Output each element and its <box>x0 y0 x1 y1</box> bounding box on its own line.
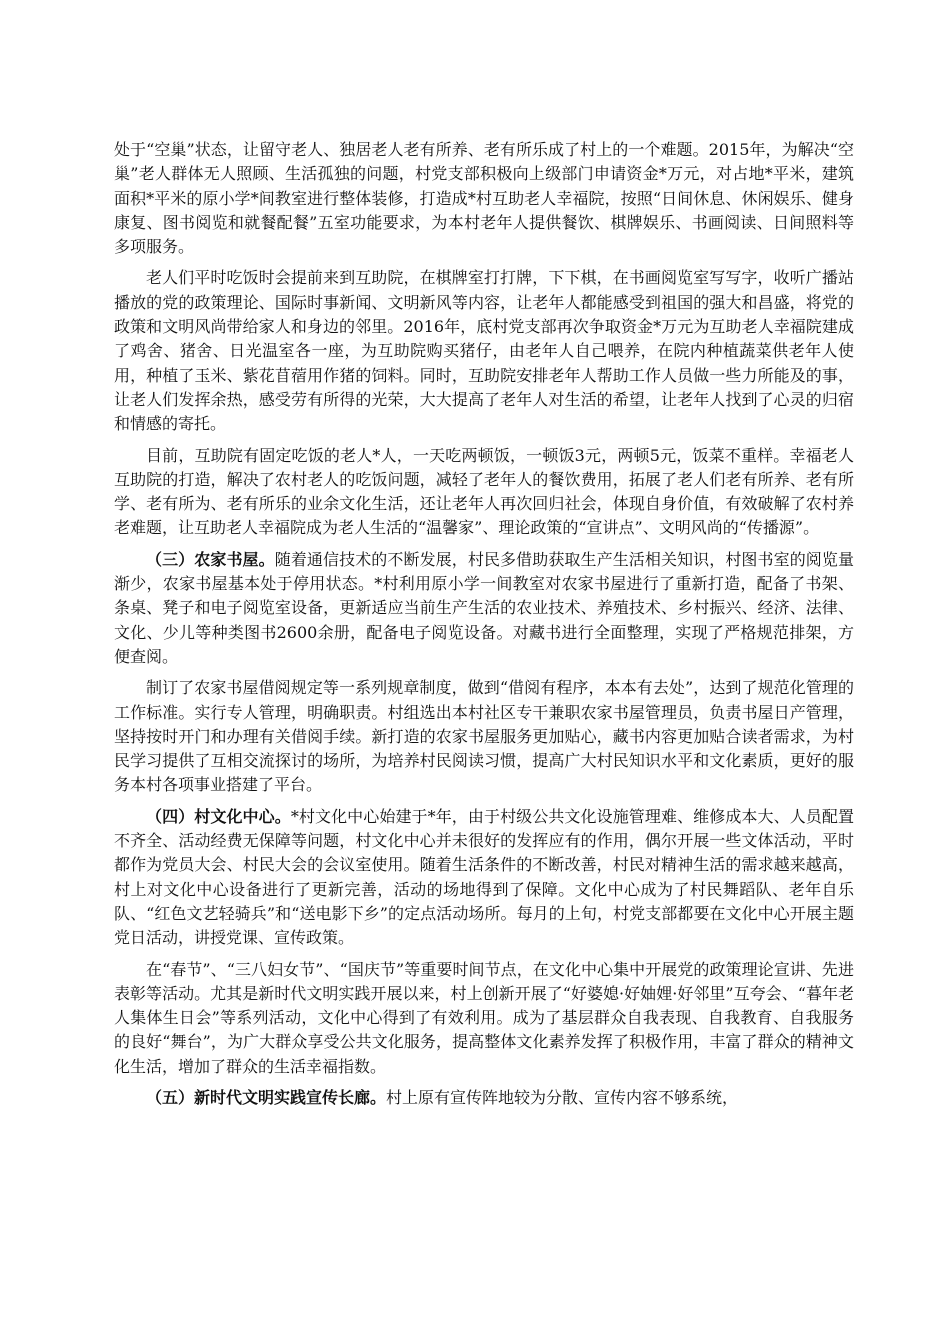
paragraph-text: 村上原有宣传阵地较为分散、宣传内容不够系统， <box>386 1087 739 1107</box>
paragraph-text: *村文化中心始建于*年，由于村级公共文化设施管理难、维修成本大、人员配置不齐全、活动经费无保障等问题，村文化中心并未很好的发挥应有的作用，偶尔开展一些文体活动，平时都作为党员大会、村民大会的会议室使用。随着生活条件的不断改善，村民对精神生活的需求越来越高，村上对文化中心设备进行了更新完善，活动的场地得到了保障。文化中心成为了村民舞蹈队、老年自乐队、“红色文艺轻骑兵”和“送电影下乡”的定点活动场所。每月的上旬，村党支部都要在文化中心开展主题党日活动，讲授党课、宣传政策。 <box>114 806 854 948</box>
paragraph <box>114 138 854 259</box>
paragraph <box>114 1086 854 1110</box>
paragraph <box>114 958 854 1079</box>
paragraph <box>114 548 854 669</box>
paragraph <box>114 266 854 436</box>
paragraph-text: 随着通信技术的不断发展，村民多借助获取生产生活相关知识，村图书室的阅览量渐少，农家书屋基本处于停用状态。*村利用原小学一间教室对农家书屋进行了重新打造，配备了书架、条桌、凳子和电子阅览室设备，更新适应当前生产生活的农业技术、养殖技术、乡村振兴、经济、法律、文化、少儿等种类图书2600余册，配备电子阅览设备。对藏书进行全面整理，实现了严格规范排架，方便查阅。 <box>114 549 854 666</box>
section-heading-cultural-center: （四）村文化中心。 <box>146 806 291 826</box>
paragraph-text: 制订了农家书屋借阅规定等一系列规章制度，做到“借阅有程序，本本有去处”，达到了规范化管理的工作标准。实行专人管理，明确职责。村组选出本村社区专干兼职农家书屋管理员，负责书屋日产管理，坚持按时开门和办理有关借阅手续。新打造的农家书屋服务更加贴心，藏书内容更加贴合读者需求，为村民学习提供了互相交流探讨的场所，为培养村民阅读习惯，提高广大村民知识水平和文化素质，更好的服务本村各项事业搭建了平台。 <box>114 678 854 795</box>
paragraph-text: 老人们平时吃饭时会提前来到互助院，在棋牌室打打牌，下下棋，在书画阅览室写写字，收听广播站播放的党的政策理论、国际时事新闻、文明新风等内容，让老年人都能感受到祖国的强大和昌盛，将党的政策和文明风尚带给家人和身边的邻里。2016年，底村党支部再次争取资金*万元为互助老人幸福院建成了鸡舍、猪舍、日光温室各一座，为互助院购买猪仔，由老年人自己喂养，在院内种植蔬菜供老年人使用，种植了玉米、紫花苜蓿用作猪的饲料。同时，互助院安排老年人帮助工作人员做一些力所能及的事，让老人们发挥余热，感受劳有所得的光荣，大大提高了老年人对生活的希望，让老年人找到了心灵的归宿和情感的寄托。 <box>114 268 854 434</box>
paragraph <box>114 805 854 951</box>
section-heading-nongjia-shuwu: （三）农家书屋。 <box>146 549 275 569</box>
section-heading-propaganda-corridor: （五）新时代文明实践宣传长廊。 <box>146 1087 387 1107</box>
paragraph-text: 处于“空巢”状态，让留守老人、独居老人老有所养、老有所乐成了村上的一个难题。2015年，为解决“空巢”老人群体无人照顾、生活孤独的问题，村党支部积极向上级部门申请资金*万元，对占地*平米，建筑面积*平米的原小学*间教室进行整体装修，打造成*村互助老人幸福院，按照“日间休息、休闲娱乐、健身康复、图书阅览和就餐配餐”五室功能要求，为本村老年人提供餐饮、棋牌娱乐、书画阅读、日间照料等多项服务。 <box>114 140 854 257</box>
document-body <box>114 138 854 1117</box>
paragraph <box>114 444 854 541</box>
paragraph <box>114 676 854 797</box>
paragraph-text: 在“春节”、“三八妇女节”、“国庆节”等重要时间节点，在文化中心集中开展党的政策理论宣讲、先进表彰等活动。尤其是新时代文明实践开展以来，村上创新开展了“好婆媳·好妯娌·好邻里”互夸会、“暮年老人集体生日会”等系列活动，文化中心得到了有效利用。成为了基层群众自我表现、自我教育、自我服务的良好“舞台”，为广大群众享受公共文化服务，提高整体文化素养发挥了积极作用，丰富了群众的精神文化生活，增加了群众的生活幸福指数。 <box>114 959 854 1076</box>
paragraph-text: 目前，互助院有固定吃饭的老人*人，一天吃两顿饭，一顿饭3元，两顿5元，饭菜不重样。幸福老人互助院的打造，解决了农村老人的吃饭问题，减轻了老年人的餐饮费用，拓展了老人们老有所养、老有所学、老有所为、老有所乐的业余文化生活，还让老年人再次回归社会，体现自身价值，有效破解了农村养老难题，让互助老人幸福院成为老人生活的“温馨家”、理论政策的“宣讲点”、文明风尚的“传播源”。 <box>114 445 854 538</box>
